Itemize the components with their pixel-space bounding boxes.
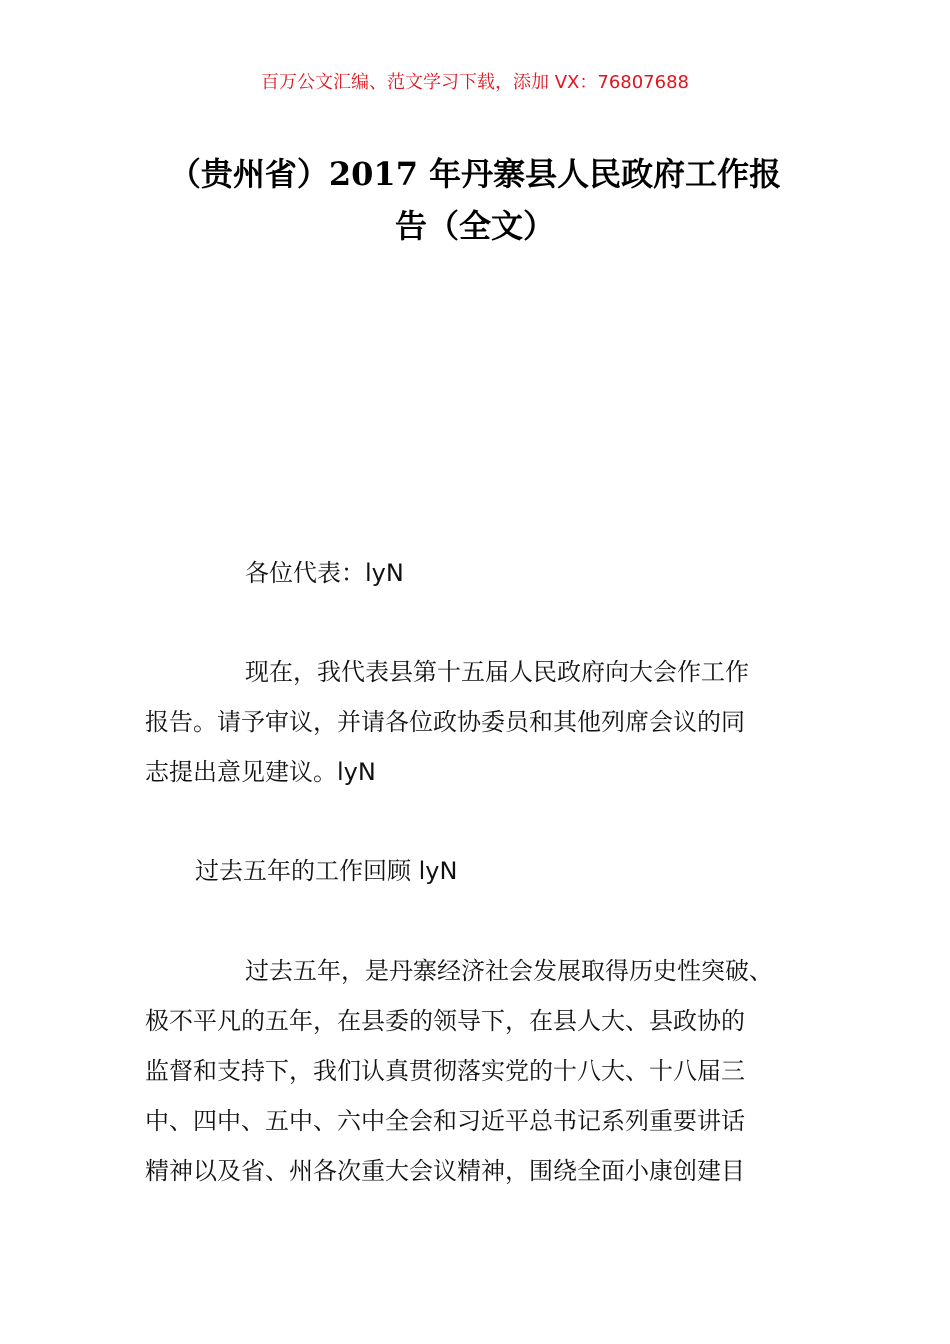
paragraph-line: 精神以及省、州各次重大会议精神，围绕全面小康创建目 [145, 1157, 745, 1185]
document-title [120, 148, 830, 252]
title-line-1: （贵州省）2017 年丹寨县人民政府工作报 [168, 155, 782, 193]
paragraph-line: 志提出意见建议。lyN [145, 758, 376, 786]
section-heading-text: 过去五年的工作回顾 lyN [195, 857, 458, 885]
paragraph-line: 过去五年，是丹寨经济社会发展取得历史性突破、 [245, 957, 773, 985]
paragraph-line: 极不平凡的五年，在县委的领导下，在县人大、县政协的 [145, 1007, 745, 1035]
paragraph-line: 报告。请予审议，并请各位政协委员和其他列席会议的同 [145, 708, 745, 736]
title-line-2: 告（全文） [394, 207, 555, 245]
paragraph-2 [145, 946, 815, 1196]
paragraph-line: 监督和支持下，我们认真贯彻落实党的十八大、十八届三 [145, 1057, 745, 1085]
paragraph-1 [145, 647, 815, 797]
salutation-text: 各位代表：lyN [245, 559, 404, 587]
section-heading [145, 846, 815, 896]
salutation [145, 548, 815, 598]
watermark-banner: 百万公文汇编、范文学习下载，添加 VX：76807688 [261, 72, 689, 93]
paragraph-line: 现在，我代表县第十五届人民政府向大会作工作 [245, 658, 749, 686]
paragraph-line: 中、四中、五中、六中全会和习近平总书记系列重要讲话 [145, 1107, 745, 1135]
